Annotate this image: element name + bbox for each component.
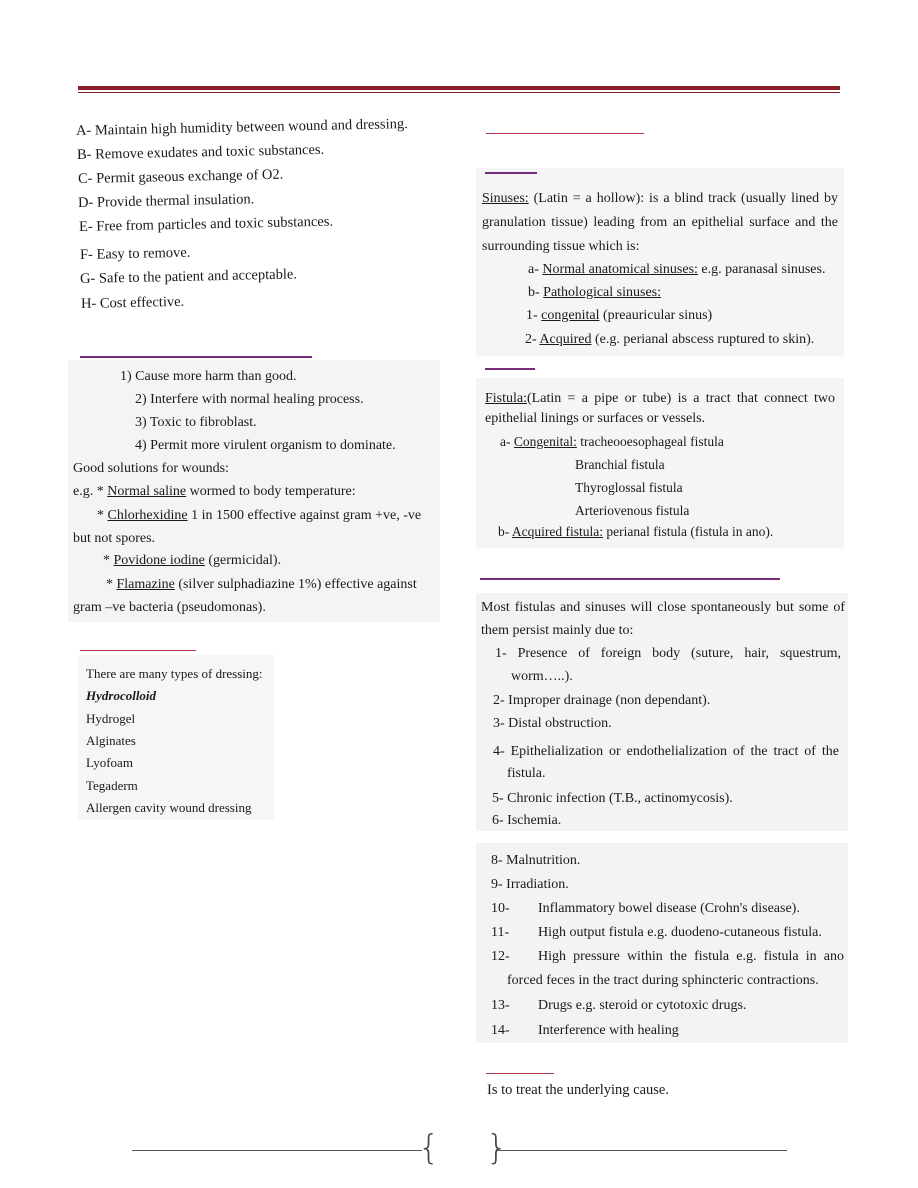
fistula-text: (Latin = a pipe or tube) is a tract that connect two <box>527 391 835 406</box>
persist-intro-2: them persist mainly due to: <box>481 623 634 638</box>
antiseptic-item: 3) Toxic to fibroblast. <box>135 415 257 430</box>
persist-reason-number: 13- <box>491 998 510 1013</box>
fistula-type-rest: tracheooesophageal fistula <box>576 434 724 449</box>
sinus-type-term: Acquired <box>539 332 592 347</box>
sinus-type-b1 <box>526 307 712 325</box>
antiseptic-item: 2) Interfere with normal healing process. <box>135 392 364 407</box>
solution-povidone <box>103 552 281 570</box>
solution-prefix: e.g. * <box>73 484 108 499</box>
persist-reason-cont: forced feces in the tract during sphincteric contractions. <box>507 973 819 988</box>
persist-reason: 8- Malnutrition. <box>491 853 581 868</box>
requirement-item: H- Cost effective. <box>80 293 185 312</box>
sinus-type-rest: e.g. paranasal sinuses. <box>697 262 826 277</box>
good-solutions-heading: Good solutions for wounds: <box>73 461 229 476</box>
persist-reason-cont: worm…..). <box>511 669 573 684</box>
solution-term: Normal saline <box>107 484 187 499</box>
persist-reason: 3- Distal obstruction. <box>493 716 612 731</box>
solution-chlorhexidine <box>97 507 421 525</box>
requirement-item: F- Easy to remove. <box>79 244 191 263</box>
section-rule-antiseptics <box>80 356 312 358</box>
dressing-item: Alginates <box>86 733 136 748</box>
persist-reason: Inflammatory bowel disease (Crohn's disease). <box>538 901 800 916</box>
treatment-text: Is to treat the underlying cause. <box>487 1082 669 1098</box>
sinus-type-b <box>528 284 661 302</box>
fistula-congenital-item: Branchial fistula <box>575 457 665 472</box>
dressing-item: Hydrogel <box>86 711 136 726</box>
persist-reason: 1- Presence of foreign body (suture, hair, squestrum, <box>495 646 841 661</box>
requirement-item: G- Safe to the patient and acceptable. <box>79 266 298 287</box>
item-prefix: a- <box>528 262 543 277</box>
requirement-item: B- Remove exudates and toxic substances. <box>76 141 325 163</box>
footer-left-brace-icon: { <box>418 1128 440 1168</box>
sinus-type-b2 <box>525 331 814 349</box>
item-prefix: b- <box>528 285 544 300</box>
fistula-line-1 <box>485 390 835 408</box>
solution-prefix: * <box>97 508 108 523</box>
persist-reason-number: 11- <box>491 925 510 940</box>
fistula-type-rest: perianal fistula (fistula in ano). <box>603 524 774 539</box>
persist-reason: High pressure within the fistula e.g. fistula in ano <box>538 949 844 964</box>
persist-reason: Interference with healing <box>538 1023 679 1038</box>
section-rule-dressings <box>80 650 196 651</box>
persist-reason: Drugs e.g. steroid or cytotoxic drugs. <box>538 998 747 1013</box>
fistula-type-term: Acquired fistula: <box>511 524 603 539</box>
persist-reason: 4- Epithelialization or endothelialization of the tract of the <box>493 744 839 759</box>
sinus-type-term: Pathological sinuses: <box>543 285 661 300</box>
solution-normal-saline <box>73 483 356 501</box>
sinus-line-1 <box>482 190 838 208</box>
header-rule-thick <box>78 86 840 90</box>
solution-prefix: * <box>103 553 114 568</box>
sinus-line-2: granulation tissue) leading from an epithelial surface and the <box>482 215 838 230</box>
persist-reason-number: 14- <box>491 1023 510 1038</box>
sinus-type-term: Normal anatomical sinuses: <box>542 262 698 277</box>
persist-intro-1: Most fistulas and sinuses will close spontaneously but some of <box>481 600 845 615</box>
persist-reason-number: 12- <box>491 949 510 964</box>
persist-reason: 2- Improper drainage (non dependant). <box>493 693 711 708</box>
fistula-type-b <box>498 523 773 541</box>
sinus-type-term: congenital <box>541 308 600 323</box>
persist-reason: 9- Irradiation. <box>491 877 569 892</box>
solution-term: Povidone iodine <box>113 553 205 568</box>
footer-rule-left <box>132 1150 422 1151</box>
dressing-item: Allergen cavity wound dressing <box>86 800 252 815</box>
fistula-line-2: epithelial linings or surfaces or vessels. <box>485 411 706 426</box>
solution-term: Chlorhexidine <box>107 508 188 523</box>
persist-reason: High output fistula e.g. duodeno-cutaneous fistula. <box>538 925 822 940</box>
dressing-intro: There are many types of dressing: <box>86 666 263 681</box>
sinus-type-rest: (preauricular sinus) <box>599 308 713 323</box>
persist-reason-cont: fistula. <box>507 766 546 781</box>
fistula-type-a <box>500 433 724 451</box>
antiseptic-item: 1) Cause more harm than good. <box>120 369 297 384</box>
section-rule-fistula <box>485 368 535 370</box>
solution-flamazine-cont: gram –ve bacteria (pseudomonas). <box>73 600 266 615</box>
solution-rest: 1 in 1500 effective against gram +ve, -ve <box>187 508 422 523</box>
fistula-type-term: Congenital: <box>513 434 577 449</box>
solution-prefix: * <box>106 577 117 592</box>
requirement-item: C- Permit gaseous exchange of O2. <box>77 166 284 187</box>
item-prefix: a- <box>500 434 514 449</box>
sinus-line-3: surrounding tissue which is: <box>482 239 640 254</box>
header-rule-thin <box>78 92 840 93</box>
solution-rest: wormed to body temperature: <box>186 484 356 499</box>
persist-reason-number: 10- <box>491 901 510 916</box>
requirement-item: E- Free from particles and toxic substances. <box>78 213 334 235</box>
section-rule-top-right <box>486 133 644 134</box>
persist-reason: 5- Chronic infection (T.B., actinomycosis). <box>492 791 733 806</box>
sinus-type-rest: (e.g. perianal abscess ruptured to skin). <box>591 332 815 347</box>
item-prefix: 2- <box>525 332 540 347</box>
section-rule-sinus <box>485 172 537 174</box>
sinus-term: Sinuses: <box>482 191 529 206</box>
footer-rule-right <box>497 1150 787 1151</box>
dressing-item: Lyofoam <box>86 755 133 770</box>
requirement-item: D- Provide thermal insulation. <box>77 191 255 211</box>
dressing-item: Hydrocolloid <box>86 688 157 703</box>
dressing-item: Tegaderm <box>86 778 138 793</box>
solution-chlorhexidine-cont: but not spores. <box>73 531 156 546</box>
section-rule-persist <box>480 578 780 580</box>
fistula-congenital-item: Thyroglossal fistula <box>575 480 683 495</box>
persist-reason: 6- Ischemia. <box>492 813 562 828</box>
item-prefix: 1- <box>526 308 542 323</box>
fistula-congenital-item: Arteriovenous fistula <box>575 503 690 518</box>
solution-term: Flamazine <box>116 577 175 592</box>
requirement-item: A- Maintain high humidity between wound and dressing. <box>75 116 408 139</box>
solution-flamazine <box>106 576 417 594</box>
fistula-term: Fistula: <box>485 391 528 406</box>
section-rule-treatment <box>486 1073 554 1074</box>
item-prefix: b- <box>498 524 512 539</box>
solution-rest: (germicidal). <box>204 553 282 568</box>
footer-right-brace-icon: } <box>486 1128 508 1168</box>
sinus-type-a <box>528 261 825 279</box>
solution-rest: (silver sulphadiazine 1%) effective against <box>174 577 417 592</box>
sinus-text: (Latin = a hollow): is a blind track (usually lined by <box>528 191 838 206</box>
antiseptic-item: 4) Permit more virulent organism to dominate. <box>135 438 396 453</box>
